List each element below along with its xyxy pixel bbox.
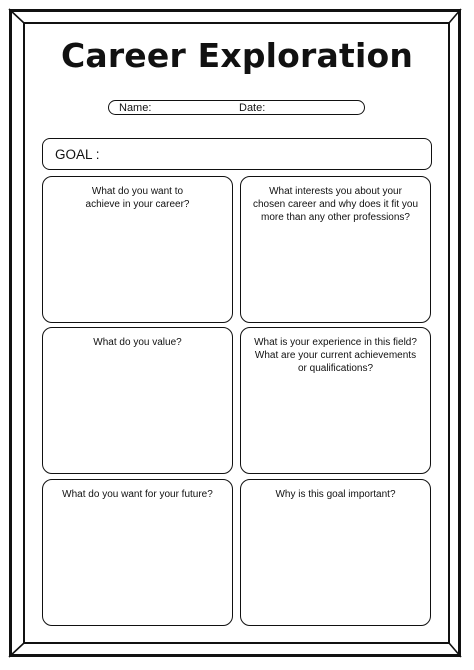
page-title: Career Exploration bbox=[60, 36, 414, 75]
prompt-box-interests[interactable] bbox=[240, 176, 431, 323]
prompt-box-experience[interactable] bbox=[240, 327, 431, 474]
prompt-text: What interests you about your chosen career and why does it fit you more than any other professions? bbox=[252, 186, 419, 223]
date-label: Date: bbox=[239, 101, 266, 114]
prompt-text: What is your experience in this field? What are your current achievements or qualifications? bbox=[254, 337, 417, 374]
prompt-text: What do you value? bbox=[93, 337, 182, 348]
prompt-box-importance[interactable] bbox=[240, 479, 431, 626]
goal-label: GOAL : bbox=[55, 147, 100, 162]
name-date-bar bbox=[108, 100, 365, 115]
prompt-text: What do you want to achieve in your career? bbox=[85, 186, 190, 210]
prompt-box-future[interactable] bbox=[42, 479, 233, 626]
goal-field[interactable] bbox=[42, 138, 432, 170]
prompt-text: Why is this goal important? bbox=[275, 489, 396, 500]
prompt-box-achieve[interactable] bbox=[42, 176, 233, 323]
prompt-box-values[interactable] bbox=[42, 327, 233, 474]
name-label: Name: bbox=[119, 101, 152, 114]
prompt-text: What do you want for your future? bbox=[62, 489, 213, 500]
